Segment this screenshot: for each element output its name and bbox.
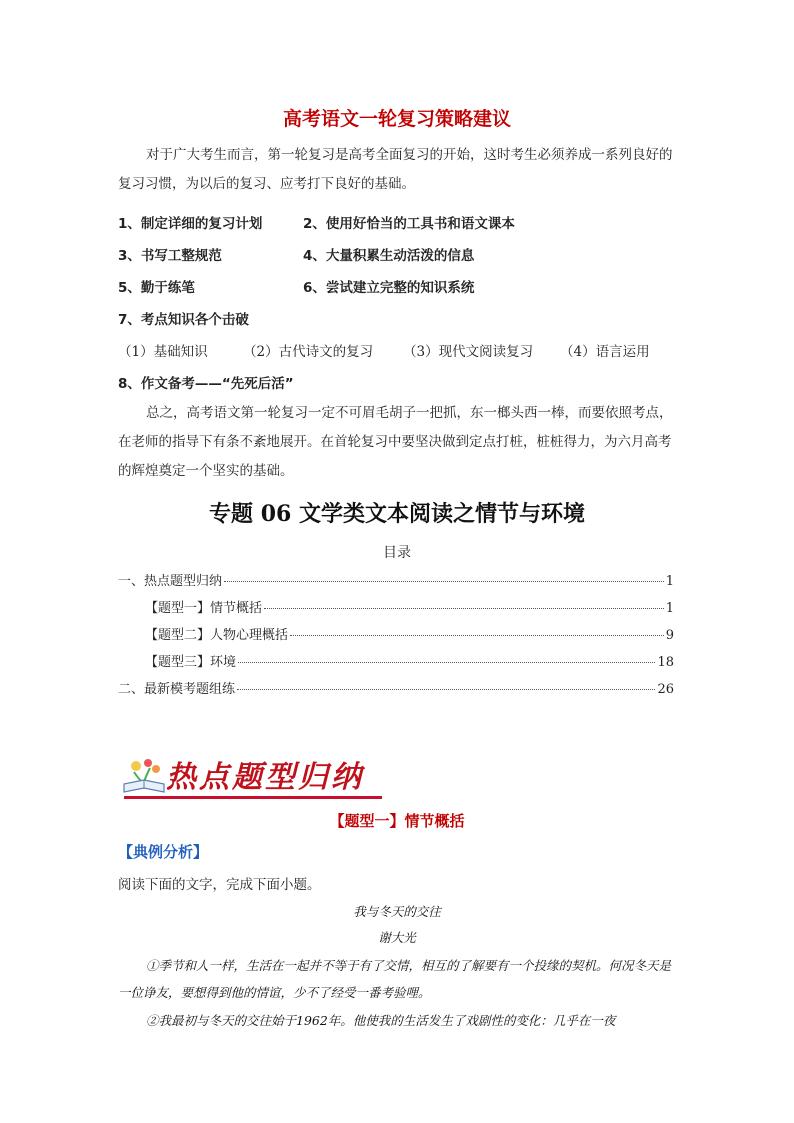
toc-row[interactable] bbox=[118, 570, 674, 590]
toc-label: 【题型一】情节概括 bbox=[145, 601, 263, 616]
toc-page: 1 bbox=[665, 574, 674, 589]
toc-page: 1 bbox=[665, 601, 674, 616]
list-item-3: 3、书写工整规范 bbox=[118, 248, 222, 264]
list-item-6: 6、尝试建立完整的知识系统 bbox=[303, 280, 475, 296]
toc-title: 目录 bbox=[383, 545, 411, 561]
toc-page: 9 bbox=[665, 628, 674, 643]
list-item-4: 4、大量积累生动活泼的信息 bbox=[303, 248, 475, 264]
list-item-5: 5、勤于练笔 bbox=[118, 280, 195, 296]
story-title: 我与冬天的交往 bbox=[353, 904, 441, 919]
story-paragraph-1: ①季节和人一样，生活在一起并不等于有了交情，相互的了解要有一个投缘的契机。何况冬天是一位诤友，要想得到他的情谊，少不了经受一番考验哩。 bbox=[118, 958, 672, 1000]
toc-row[interactable] bbox=[145, 624, 674, 644]
toc-page: 26 bbox=[657, 682, 674, 697]
toc-row[interactable] bbox=[145, 651, 674, 671]
summary-paragraph: 总之，高考语文第一轮复习一定不可眉毛胡子一把抓，东一榔头西一棒，而要依照考点，在老师的指导下有条不紊地展开。在首轮复习中要坚决做到定点打桩，桩桩得力，为六月高考的辉煌奠定一个坚实的基础。 bbox=[118, 405, 673, 479]
toc-leader bbox=[264, 608, 664, 609]
sub-item-2: （2）古代诗文的复习 bbox=[243, 344, 374, 360]
list-item-7: 7、考点知识各个击破 bbox=[118, 312, 249, 328]
toc-label: 【题型二】人物心理概括 bbox=[145, 628, 289, 643]
book-icon bbox=[120, 756, 168, 798]
document-title: 高考语文一轮复习策略建议 bbox=[282, 108, 511, 130]
toc-leader bbox=[224, 581, 664, 582]
sub-item-4: （4）语言运用 bbox=[560, 344, 650, 360]
story-author: 谢大光 bbox=[378, 930, 416, 945]
list-item-1: 1、制定详细的复习计划 bbox=[118, 216, 263, 232]
toc-leader bbox=[238, 662, 655, 663]
sub-item-1: （1）基础知识 bbox=[118, 344, 208, 360]
list-item-2: 2、使用好恰当的工具书和语文课本 bbox=[303, 216, 515, 232]
sub-item-3: （3）现代文阅读复习 bbox=[403, 344, 534, 360]
example-heading: 【典例分析】 bbox=[118, 843, 209, 861]
toc-page: 18 bbox=[657, 655, 674, 670]
toc-leader bbox=[290, 635, 664, 636]
list-item-8: 8、作文备考——“先死后活” bbox=[118, 376, 294, 392]
toc-row[interactable] bbox=[118, 678, 674, 698]
intro-paragraph: 对于广大考生而言，第一轮复习是高考全面复习的开始，这时考生必须养成一系列良好的复习习惯，为以后的复习、应考打下良好的基础。 bbox=[118, 147, 673, 192]
banner-underline bbox=[124, 796, 382, 799]
toc-row[interactable] bbox=[145, 597, 674, 617]
question-type-heading: 【题型一】情节概括 bbox=[329, 812, 465, 830]
story-paragraph-2: ②我最初与冬天的交往始于1962年。他使我的生活发生了戏剧性的变化：几乎在一夜 bbox=[146, 1013, 616, 1028]
section-title: 专题 06 文学类文本阅读之情节与环境 bbox=[209, 501, 585, 527]
toc-label: 一、热点题型归纳 bbox=[118, 574, 223, 589]
toc-label: 二、最新模考题组练 bbox=[118, 682, 236, 697]
toc-leader bbox=[237, 689, 655, 690]
banner-title: 热点题型归纳 bbox=[166, 760, 364, 795]
toc-label: 【题型三】环境 bbox=[145, 655, 237, 670]
instruction-text: 阅读下面的文字，完成下面小题。 bbox=[118, 877, 321, 893]
